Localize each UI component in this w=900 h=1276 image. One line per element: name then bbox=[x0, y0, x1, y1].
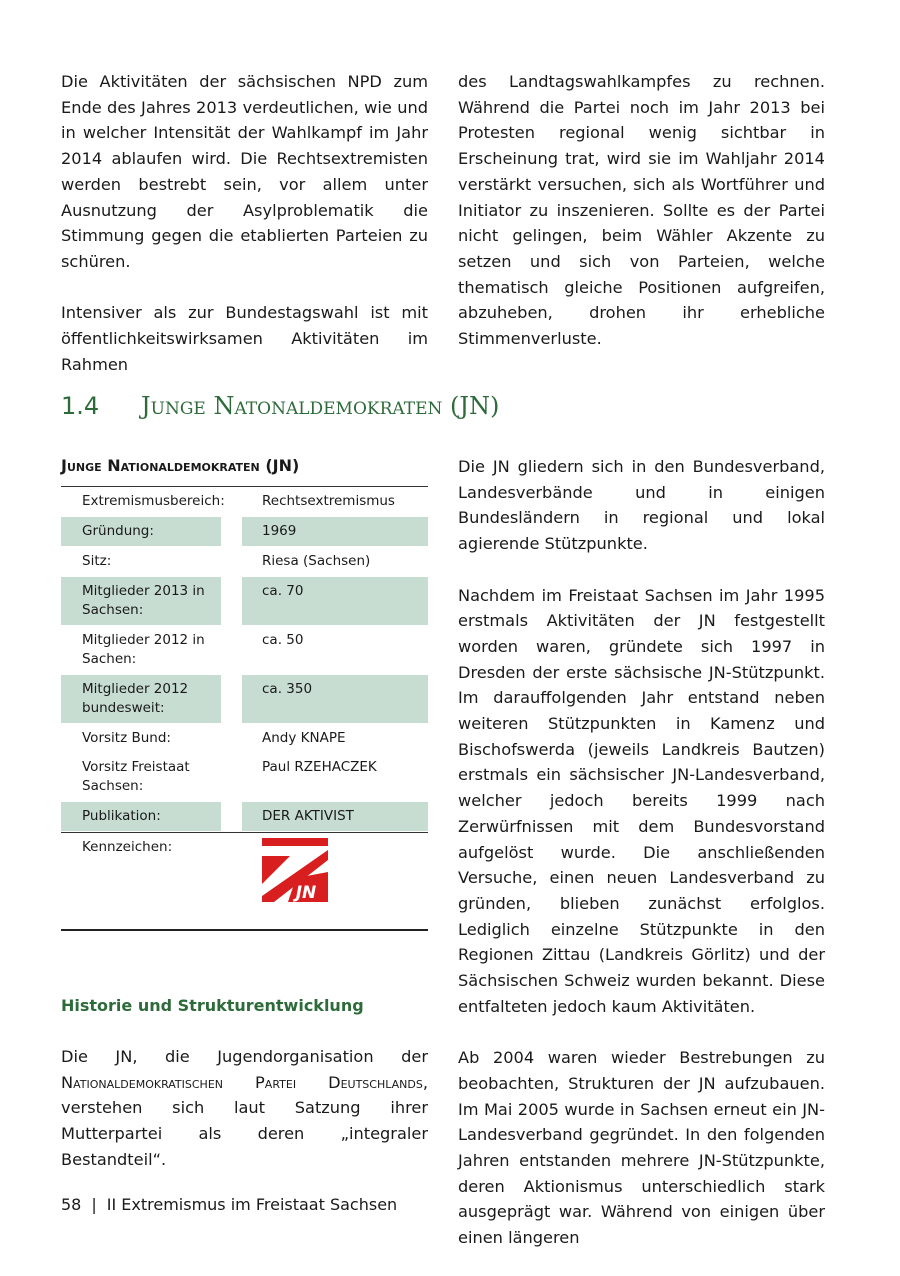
paragraph: des Landtagswahlkampfes zu rechnen. Während die Partei noch im Jahr 2013 bei Protesten regional wenig sichtbar in Erscheinung trat, wird sie im Wahljahr 2014 verstärkt versuchen, sich als Wortführer und Initiator zu inszenieren. Sollte es der Partei nicht gelingen, beim Wähler Akzente zu setzen und sich von Parteien, welche thematisch gleiche Positionen aufgreifen, abzuheben, drohen ihr erhebliche Stimmenverluste. bbox=[458, 72, 825, 349]
table-row bbox=[61, 753, 428, 801]
row-label: Kennzeichen: bbox=[82, 839, 173, 855]
paragraph: Nachdem im Freistaat Sachsen im Jahr 1995 erstmals Aktivitäten der JN festgestellt worden waren, gründete sich 1997 in Dresden der erste sächsische JN-Stützpunkt. Im darauffolgenden Jahr entstand neben weiteren Stützpunkten in Kamenz und Bischofswerda (jeweils Landkreis Bautzen) erstmals ein sächsischer JN-Landesverband, welcher jedoch bereits 1999 nach Zerwürfnissen mit dem Bundesvorstand aufgelöst wurde. Die anschließenden Versuche, einen neuen Landesverband zu gründen, blieben zunächst erfolglos. Lediglich einzelne Stützpunkte in den Regionen Zittau (Landkreis Görlitz) und der Sächsischen Schweiz wurden bekannt. Diese entfalteten jedoch kaum Aktivitäten. bbox=[458, 585, 825, 1016]
section-heading bbox=[61, 392, 499, 420]
top-right-column bbox=[458, 69, 825, 352]
row-value: 1969 bbox=[242, 517, 428, 546]
footer-separator: | bbox=[91, 1195, 97, 1214]
row-label: Mitglieder 2012 in Sachen: bbox=[82, 632, 205, 667]
intro-before: Die JN, die Jugendorganisation der bbox=[61, 1047, 428, 1066]
chapter-title: II Extremismus im Freistaat Sachsen bbox=[106, 1195, 398, 1214]
right-column bbox=[458, 454, 825, 1251]
row-value: ca. 70 bbox=[242, 577, 428, 625]
row-value: ca. 50 bbox=[262, 632, 304, 648]
page-number: 58 bbox=[61, 1195, 82, 1214]
row-label: Vorsitz Freistaat Sachsen: bbox=[82, 759, 190, 794]
row-label: Mitglieder 2012 bundesweit: bbox=[61, 675, 221, 723]
table-row bbox=[61, 833, 428, 933]
table-title: Junge Nationaldemokraten (JN) bbox=[61, 456, 300, 475]
section-title: Junge Natonaldemokraten (JN) bbox=[141, 392, 500, 420]
row-value: Riesa (Sachsen) bbox=[262, 553, 371, 569]
row-value bbox=[242, 833, 428, 933]
paragraph: Ab 2004 waren wieder Bestrebungen zu beobachten, Strukturen der JN aufzubauen. Im Mai 2005 wurde in Sachsen erneut ein JN-Landesverband gegründet. In den folgenden Jahren entstanden mehrere JN-Stützpunkte, deren Aktionismus unterschiedlich stark ausgeprägt war. Während von einigen über einen längeren bbox=[458, 1048, 825, 1248]
table-row bbox=[61, 801, 428, 833]
paragraph: Die JN gliedern sich in den Bundesverband, Landesverbände und in einigen Bundesländern in regional und lokal agierende Stützpunkte. bbox=[458, 457, 825, 554]
row-value: ca. 350 bbox=[242, 675, 428, 723]
jn-logo-icon bbox=[262, 838, 328, 902]
table-bottom-rule bbox=[61, 929, 428, 931]
intro-after: , verstehen sich laut Satzung ihrer Mutterpartei als deren „integraler Bestandteil“. bbox=[61, 1072, 428, 1169]
row-value: Rechtsextremismus bbox=[262, 493, 395, 509]
fact-table bbox=[61, 486, 428, 933]
table-row bbox=[61, 547, 428, 576]
table-row bbox=[61, 516, 428, 547]
row-value: DER AKTIVIST bbox=[242, 802, 428, 831]
page-footer bbox=[61, 1195, 397, 1214]
row-value: Paul RZEHACZEK bbox=[262, 759, 377, 775]
table-row bbox=[61, 724, 428, 753]
paragraph: Die Aktivitäten der sächsischen NPD zum Ende des Jahres 2013 verdeutlichen, wie und in welcher Intensität der Wahlkampf im Jahr 2014 ablaufen wird. Die Rechtsextremisten werden bestrebt sein, vor allem unter Ausnutzung der Asylproblematik die Stimmung gegen die etablierten Parteien zu schüren. bbox=[61, 72, 428, 271]
row-label: Publikation: bbox=[61, 802, 221, 831]
logo-text: JN bbox=[295, 883, 317, 902]
history-heading: Historie und Strukturentwicklung bbox=[61, 996, 364, 1015]
table-row bbox=[61, 487, 428, 516]
table-row bbox=[61, 576, 428, 626]
party-name: Nationaldemokratischen Partei Deutschlands bbox=[61, 1072, 423, 1092]
row-value: Andy KNAPE bbox=[262, 730, 346, 746]
row-label: Mitglieder 2013 in Sachsen: bbox=[61, 577, 221, 625]
paragraph: Intensiver als zur Bundestagswahl ist mit öffentlichkeitswirksamen Aktivitäten im Rahmen bbox=[61, 303, 428, 374]
top-left-column bbox=[61, 69, 428, 377]
table-row bbox=[61, 674, 428, 724]
section-number: 1.4 bbox=[61, 392, 100, 420]
row-label: Gründung: bbox=[61, 517, 221, 546]
row-label: Sitz: bbox=[82, 553, 112, 569]
paragraph bbox=[61, 1044, 428, 1173]
history-column bbox=[61, 1044, 428, 1173]
table-row bbox=[61, 626, 428, 674]
row-label: Extremismusbereich: bbox=[82, 493, 225, 509]
row-label: Vorsitz Bund: bbox=[82, 730, 171, 746]
